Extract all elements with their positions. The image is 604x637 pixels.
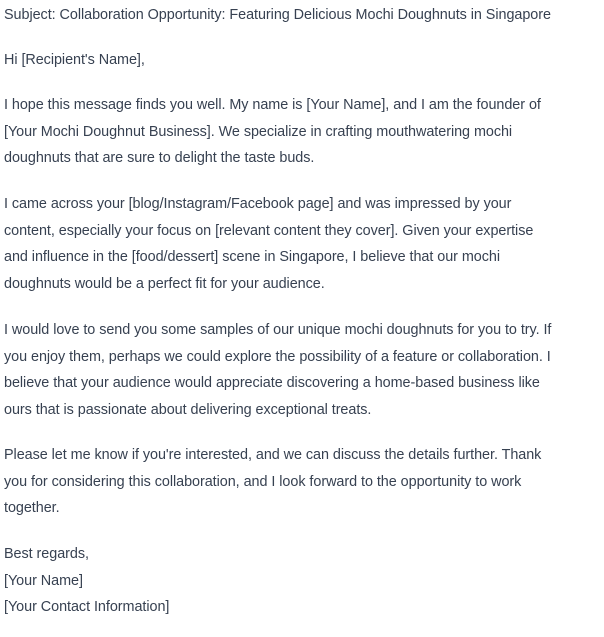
paragraph-line: together. bbox=[4, 500, 60, 516]
paragraph-line: ours that is passionate about delivering exceptional treats. bbox=[4, 401, 372, 418]
paragraph-line: believe that your audience would appreciate discovering a home-based business like bbox=[4, 375, 540, 391]
signoff-contact: [Your Contact Information] bbox=[4, 599, 170, 615]
paragraph-line: [Your Mochi Doughnut Business]. We specialize in crafting mouthwatering mochi bbox=[4, 123, 513, 140]
paragraph-line: doughnuts that are sure to delight the taste buds. bbox=[4, 150, 315, 166]
email-signoff bbox=[4, 541, 169, 621]
paragraph-line: doughnuts would be a perfect fit for your audience. bbox=[4, 275, 325, 292]
paragraph-line: content, especially your focus on [relevant content they cover]. Given your expertise bbox=[4, 222, 534, 239]
paragraph-closing bbox=[4, 442, 541, 522]
email-subject: Subject: Collaboration Opportunity: Featuring Delicious Mochi Doughnuts in Singapore bbox=[4, 7, 551, 23]
signoff-name: [Your Name] bbox=[4, 572, 83, 589]
paragraph-discovery bbox=[4, 191, 533, 297]
paragraph-intro bbox=[4, 92, 541, 172]
paragraph-line: I came across your [blog/Instagram/Facebook page] and was impressed by your bbox=[4, 196, 512, 212]
paragraph-line: I hope this message finds you well. My name is [Your Name], and I am the founder of bbox=[4, 97, 541, 113]
paragraph-line: you enjoy them, perhaps we could explore the possibility of a feature or collaboration. I bbox=[4, 348, 551, 365]
paragraph-line: I would love to send you some samples of our unique mochi doughnuts for you to try. If bbox=[4, 322, 552, 338]
paragraph-line: and influence in the [food/dessert] scene in Singapore, I believe that our mochi bbox=[4, 249, 500, 265]
paragraph-offer bbox=[4, 317, 551, 423]
email-greeting: Hi [Recipient's Name], bbox=[4, 52, 145, 68]
paragraph-line: you for considering this collaboration, and I look forward to the opportunity to work bbox=[4, 473, 522, 490]
paragraph-line: Please let me know if you're interested, and we can discuss the details further. Thank bbox=[4, 447, 542, 463]
signoff-closing: Best regards, bbox=[4, 546, 89, 562]
